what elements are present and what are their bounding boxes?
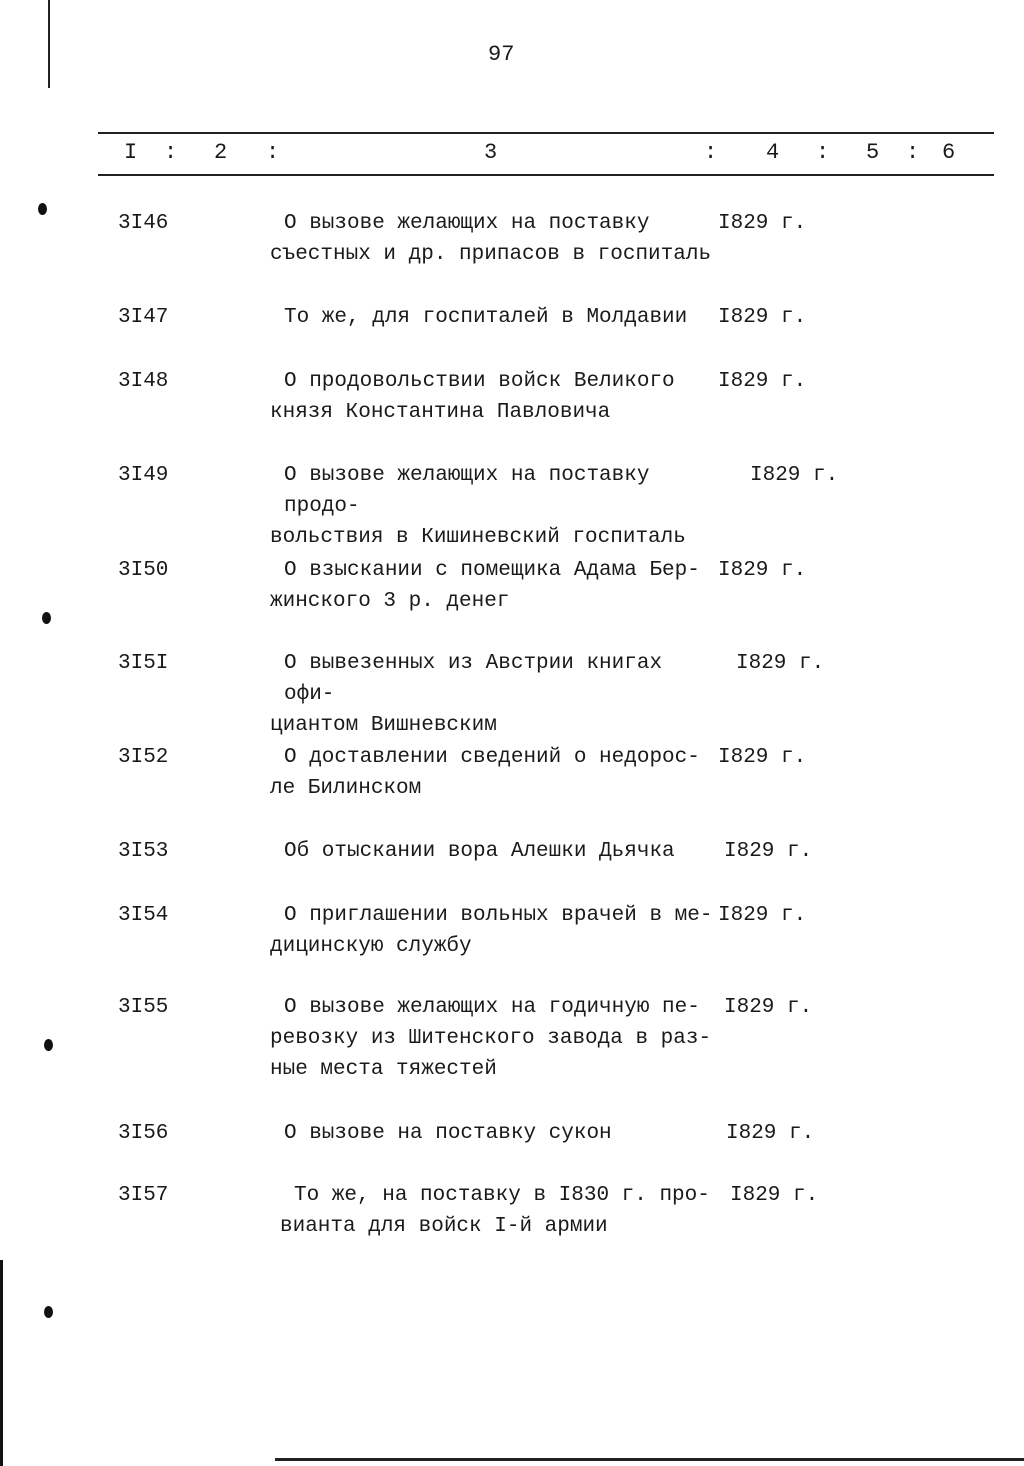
item-year: I829 г. [718,559,807,582]
item-year: I829 г. [724,840,813,863]
bottom-page-rule [275,1458,1024,1461]
item-number: 3I48 [118,370,169,393]
punch-hole-mark [44,1306,53,1318]
item-number: 3I53 [118,840,169,863]
item-title: О приглашении вольных врачей в ме- дицинскую службу [270,904,713,958]
item-title: О взыскании с помещика Адама Бер- жинского 3 р. денег [270,559,700,613]
column-header-3: 3 [484,140,498,165]
item-title: О продовольствии войск Великого князя Константина Павловича [270,370,675,424]
item-number: 3I49 [118,464,169,487]
item-title: О доставлении сведений о недорос- ле Билинском [270,746,700,800]
item-title: О вызове желающих на поставку продо- вольствия в Кишиневский госпиталь [270,464,686,549]
item-year: I829 г. [750,464,839,487]
item-year: I829 г. [724,996,813,1019]
column-separator: : [266,140,280,165]
column-separator: : [906,140,920,165]
item-title: То же, для госпиталей в Молдавии [284,306,688,329]
table-header [0,140,1024,170]
punch-hole-mark [42,612,51,624]
punch-hole-mark [44,1039,53,1051]
item-number: 3I47 [118,306,169,329]
item-title: О вывезенных из Австрии книгах офи- циантом Вишневским [270,652,663,737]
scan-edge [0,1260,3,1466]
item-title: О вызове желающих на годичную пе- ревозку из Шитенского завода в раз- ные места тяжестей [270,996,712,1081]
header-top-rule [98,132,994,134]
item-title: О вызове желающих на поставку съестных и др. припасов в госпиталь [270,212,712,266]
item-year: I829 г. [718,212,807,235]
item-number: 3I57 [118,1184,169,1207]
item-number: 3I5I [118,652,169,675]
column-header-5: 5 [866,140,880,165]
column-separator: : [164,140,178,165]
item-number: 3I55 [118,996,169,1019]
item-number: 3I52 [118,746,169,769]
punch-hole-mark [38,203,47,215]
column-separator: : [816,140,830,165]
page-number: 97 [488,42,515,67]
item-year: I829 г. [726,1122,815,1145]
binder-margin-line [48,0,50,88]
item-year: I829 г. [736,652,825,675]
column-header-6: 6 [942,140,956,165]
item-year: I829 г. [718,746,807,769]
item-title: То же, на поставку в I830 г. про- вианта для войск I-й армии [280,1184,710,1238]
column-header-4: 4 [766,140,780,165]
item-number: 3I54 [118,904,169,927]
item-title: Об отыскании вора Алешки Дьячка [284,840,675,863]
column-header-1: I [124,140,138,165]
item-number: 3I56 [118,1122,169,1145]
header-bottom-rule [98,174,994,176]
item-year: I829 г. [718,306,807,329]
column-separator: : [704,140,718,165]
item-year: I829 г. [718,904,807,927]
item-number: 3I46 [118,212,169,235]
item-number: 3I50 [118,559,169,582]
column-header-2: 2 [214,140,228,165]
item-year: I829 г. [718,370,807,393]
item-title: О вызове на поставку сукон [284,1122,612,1145]
item-year: I829 г. [730,1184,819,1207]
